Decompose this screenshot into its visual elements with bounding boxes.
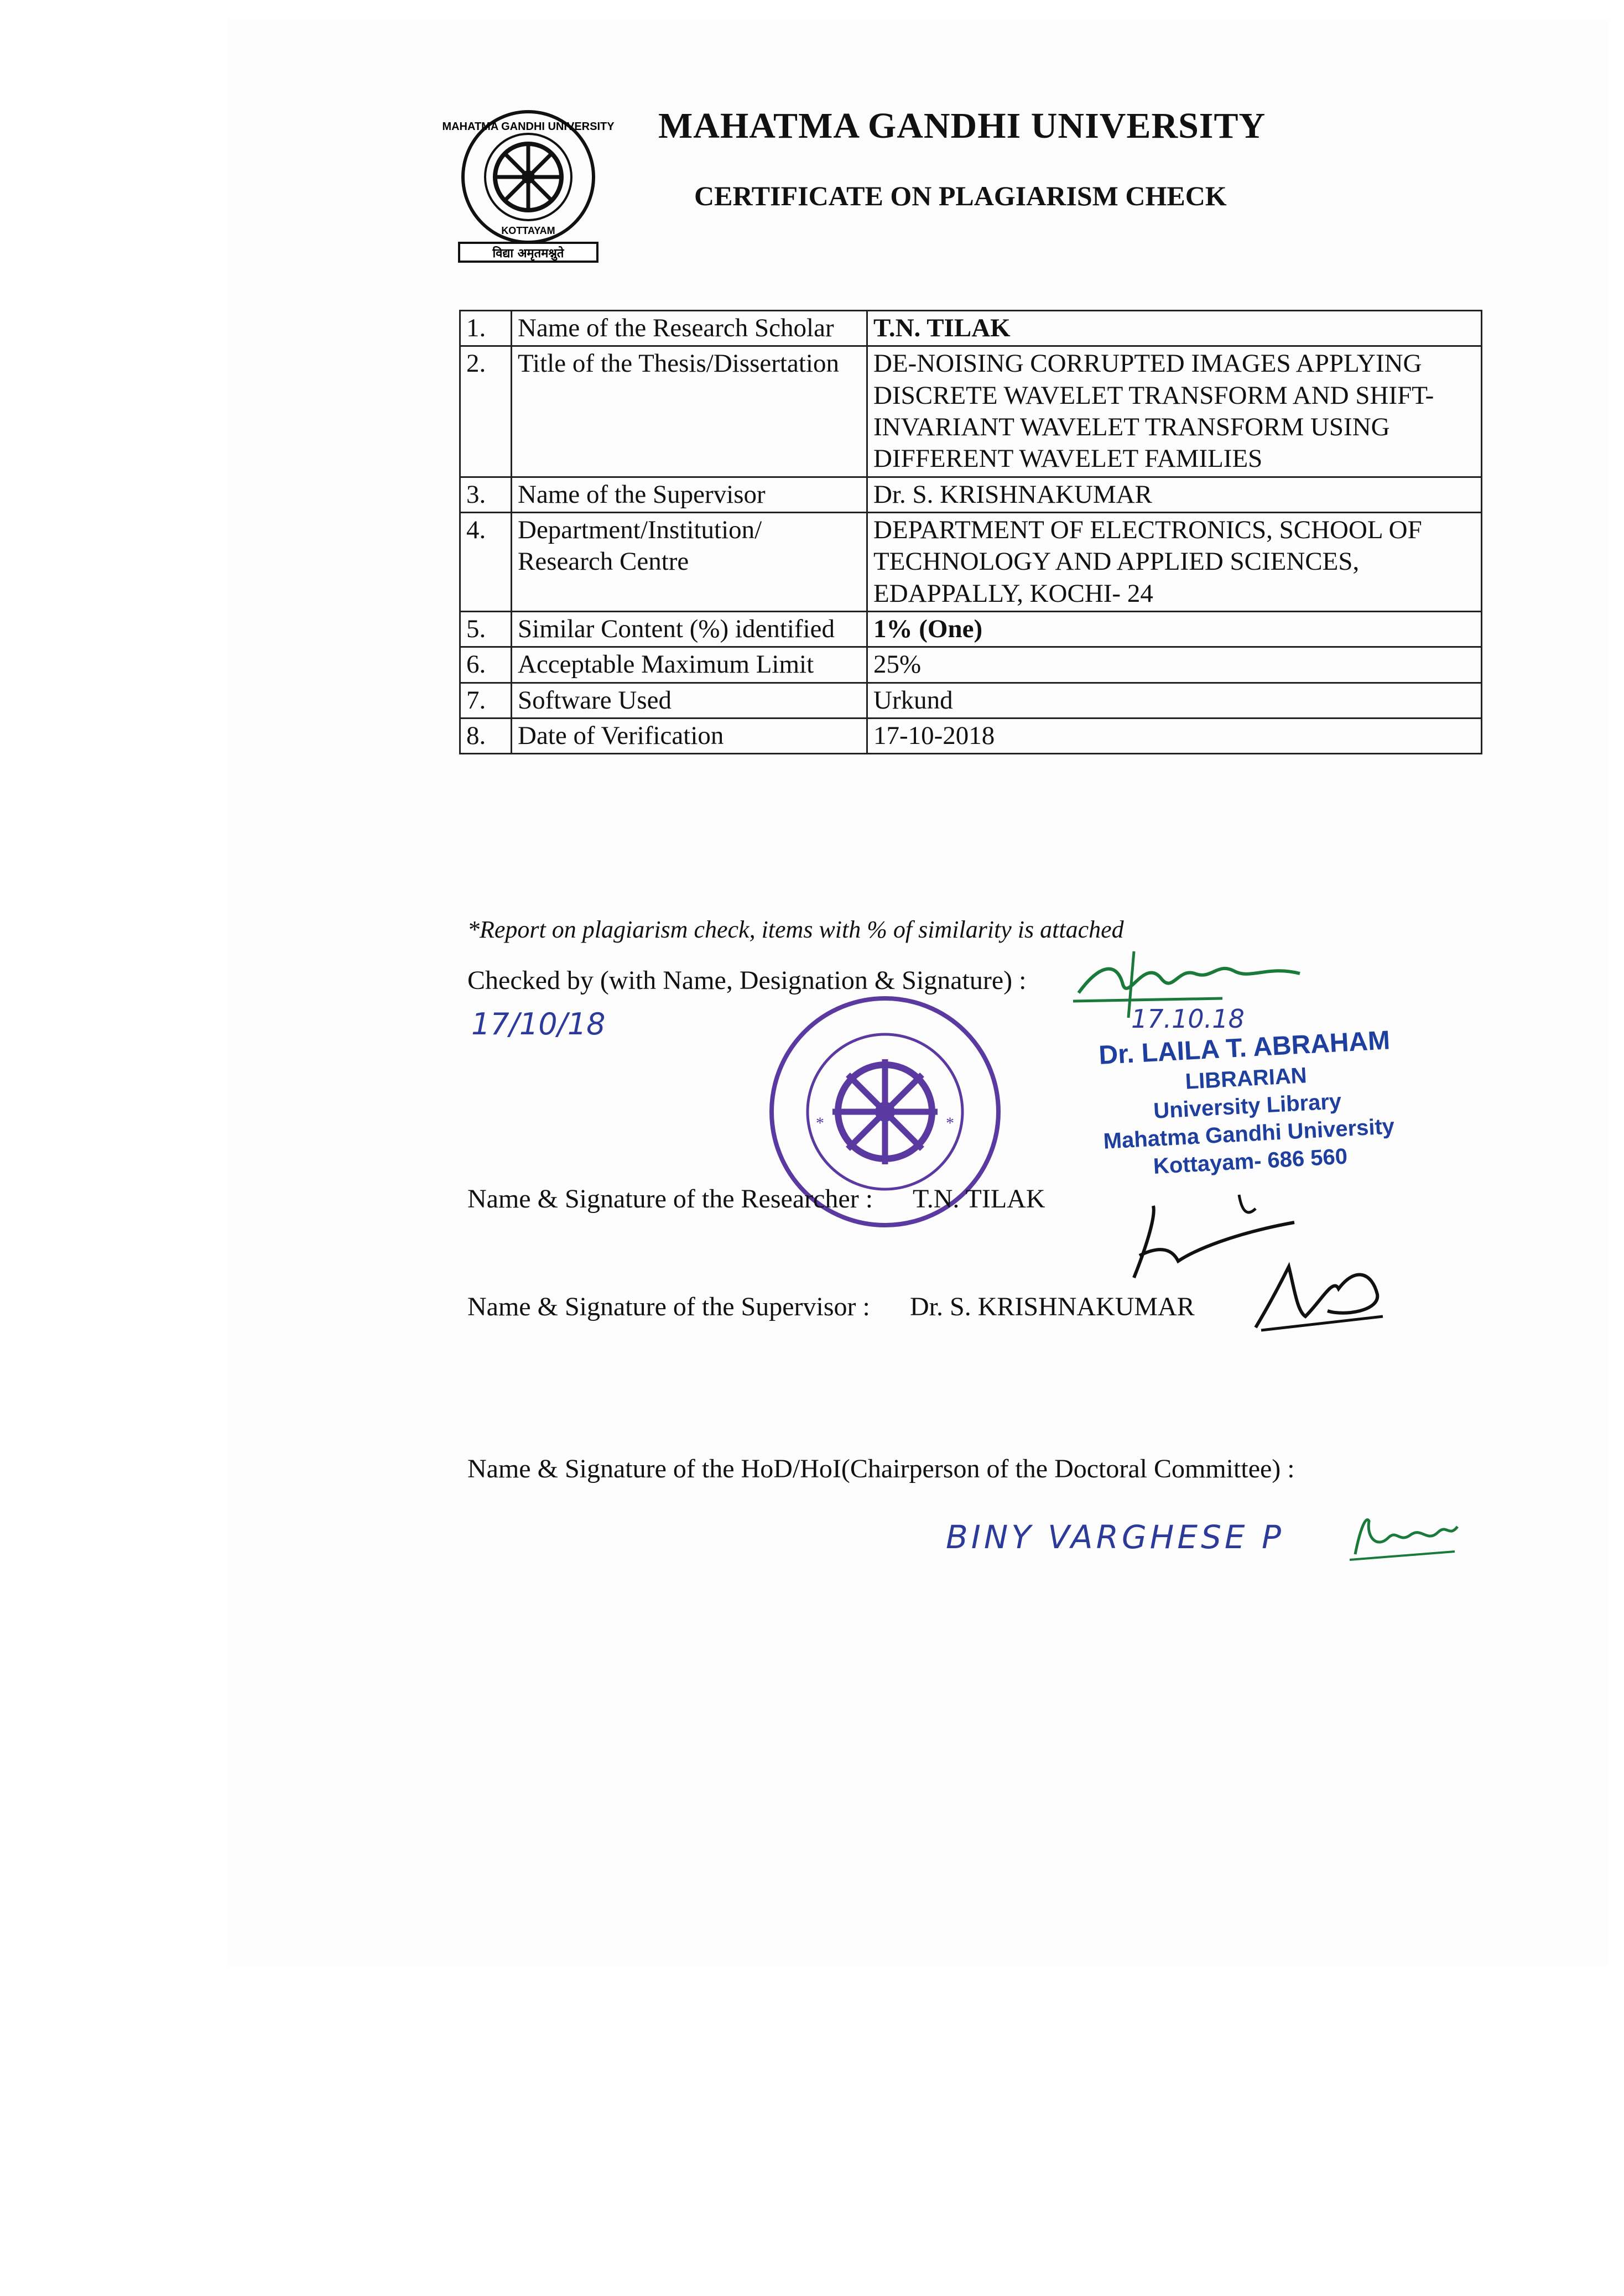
table-cell-no: 1. [460,311,512,346]
logo-motto: विद्या अमृतमश्नुते [492,247,564,261]
table-row [460,647,1482,683]
librarian-name: Dr. LAILA T. ABRAHAM [1098,1025,1391,1070]
table-row [460,346,1482,477]
table-cell-value: Urkund [867,683,1482,718]
librarian-stamp [1050,1022,1445,1185]
report-note: *Report on plagiarism check, items with % of similarity is attached [467,916,1124,943]
table-cell-value: DEPARTMENT OF ELECTRONICS, SCHOOL OF TECHNOLOGY AND APPLIED SCIENCES, EDAPPALLY, KOCHI- 24 [867,512,1482,611]
library-unit: University Library [1153,1089,1342,1123]
svg-text:*: * [816,1114,824,1132]
librarian-sign-date: 17.10.18 [1131,1004,1245,1034]
table-row [460,311,1482,346]
table-cell-no: 6. [460,647,512,683]
table-cell-no: 5. [460,611,512,647]
table-cell-value: 17-10-2018 [867,718,1482,753]
table-cell-label: Similar Content (%) identified [512,611,867,647]
table-cell-value: 1% (One) [867,611,1482,647]
table-row [460,683,1482,718]
university-logo [442,108,615,263]
stamp-place: Kottayam- 686 560 [1152,1144,1349,1179]
table-cell-label: Acceptable Maximum Limit [512,647,867,683]
table-cell-label: Software Used [512,683,867,718]
table-cell-no: 8. [460,718,512,753]
table-cell-value: DE-NOISING CORRUPTED IMAGES APPLYING DISCRETE WAVELET TRANSFORM AND SHIFT-INVARIANT WAVELET TRANSFORM USING DIFFERENT WAVELET FAMILIES [867,346,1482,477]
table-row [460,512,1482,611]
university-name: MAHATMA GANDHI UNIVERSITY [658,106,1266,146]
table-cell-value: 25% [867,647,1482,683]
supervisor-label: Name & Signature of the Supervisor : [467,1292,870,1321]
table-cell-label: Date of Verification [512,718,867,753]
table-cell-value: T.N. TILAK [867,311,1482,346]
supervisor-signature [1245,1233,1399,1344]
svg-text:*: * [946,1114,954,1132]
logo-bottom-text: KOTTAYAM [501,225,555,236]
details-table [459,310,1482,754]
checked-by-label: Checked by (with Name, Designation & Signature) : [467,966,1027,995]
researcher-name: T.N. TILAK [913,1184,1045,1214]
researcher-label: Name & Signature of the Researcher : [467,1184,873,1214]
librarian-designation: LIBRARIAN [1184,1063,1308,1094]
table-row [460,477,1482,512]
table-cell-no: 7. [460,683,512,718]
table-cell-no: 4. [460,512,512,611]
table-cell-label: Department/Institution/ Research Centre [512,512,867,611]
hod-label: Name & Signature of the HoD/HoI(Chairperson of the Doctoral Committee) : [467,1454,1295,1483]
certificate-title: CERTIFICATE ON PLAGIARISM CHECK [694,180,1227,211]
table-row [460,718,1482,753]
table-cell-no: 2. [460,346,512,477]
table-cell-label: Title of the Thesis/Dissertation [512,346,867,477]
table-row [460,611,1482,647]
logo-top-text: MAHATMA GANDHI UNIVERSITY [442,121,615,133]
hod-signature [1344,1504,1466,1565]
table-cell-label: Name of the Supervisor [512,477,867,512]
checked-by-initials-date: 17/10/18 [471,1007,606,1042]
hod-handwritten-name: BINY VARGHESE P [946,1518,1284,1556]
supervisor-name: Dr. S. KRISHNAKUMAR [910,1292,1195,1321]
table-cell-label: Name of the Research Scholar [512,311,867,346]
stamp-university: Mahatma Gandhi University [1102,1114,1396,1154]
table-cell-value: Dr. S. KRISHNAKUMAR [867,477,1482,512]
table-cell-no: 3. [460,477,512,512]
